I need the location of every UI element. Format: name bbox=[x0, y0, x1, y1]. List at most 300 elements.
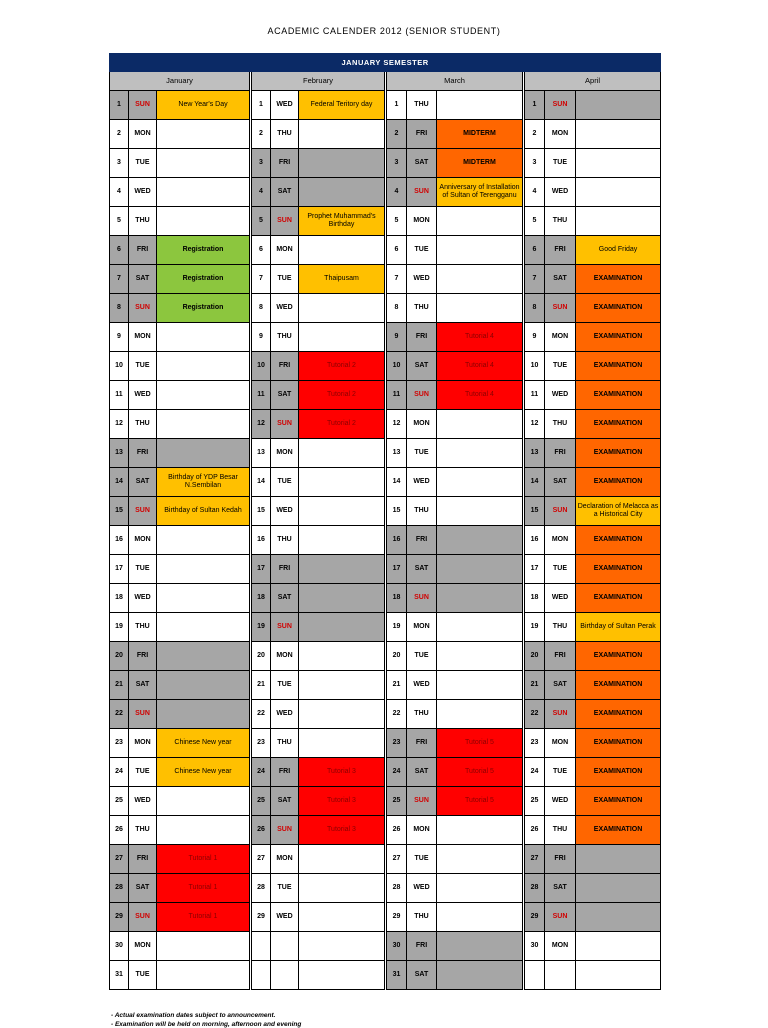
day-number: 19 bbox=[252, 613, 271, 642]
day-number: 17 bbox=[110, 555, 129, 584]
day-of-week: SUN bbox=[545, 91, 576, 120]
day-of-week: TUE bbox=[129, 758, 157, 787]
day-of-week: FRI bbox=[271, 149, 299, 178]
day-number: 26 bbox=[525, 816, 545, 845]
day-event bbox=[299, 294, 385, 323]
day-row bbox=[110, 265, 661, 294]
day-event: Tutorial 4 bbox=[437, 352, 523, 381]
day-of-week: SUN bbox=[271, 410, 299, 439]
day-number: 24 bbox=[387, 758, 407, 787]
day-number: 18 bbox=[387, 584, 407, 613]
day-event bbox=[437, 700, 523, 729]
day-number: 16 bbox=[387, 526, 407, 555]
day-event bbox=[437, 91, 523, 120]
month-name-march: March bbox=[387, 72, 523, 91]
day-row bbox=[110, 91, 661, 120]
day-of-week: SUN bbox=[271, 613, 299, 642]
day-event bbox=[157, 207, 250, 236]
day-of-week: SAT bbox=[129, 874, 157, 903]
day-event bbox=[437, 555, 523, 584]
day-of-week: WED bbox=[129, 787, 157, 816]
day-event bbox=[299, 584, 385, 613]
day-of-week: WED bbox=[545, 584, 576, 613]
day-event: EXAMINATION bbox=[576, 758, 661, 787]
day-of-week: THU bbox=[407, 497, 437, 526]
day-number: 17 bbox=[525, 555, 545, 584]
day-event: EXAMINATION bbox=[576, 323, 661, 352]
day-number: 3 bbox=[252, 149, 271, 178]
day-number: 12 bbox=[525, 410, 545, 439]
day-of-week: SAT bbox=[271, 381, 299, 410]
day-row bbox=[110, 236, 661, 265]
day-number: 28 bbox=[252, 874, 271, 903]
day-row bbox=[110, 758, 661, 787]
day-event bbox=[437, 671, 523, 700]
day-of-week: FRI bbox=[271, 352, 299, 381]
day-number: 23 bbox=[387, 729, 407, 758]
day-event: Tutorial 5 bbox=[437, 758, 523, 787]
day-number: 28 bbox=[525, 874, 545, 903]
day-event: EXAMINATION bbox=[576, 294, 661, 323]
day-number: 27 bbox=[387, 845, 407, 874]
day-number: 13 bbox=[110, 439, 129, 468]
day-of-week: SUN bbox=[407, 787, 437, 816]
day-of-week: MON bbox=[129, 526, 157, 555]
day-event: Good Friday bbox=[576, 236, 661, 265]
day-number: 17 bbox=[252, 555, 271, 584]
day-event: Tutorial 1 bbox=[157, 903, 250, 932]
day-of-week: MON bbox=[545, 526, 576, 555]
day-number: 1 bbox=[525, 91, 545, 120]
day-event bbox=[437, 584, 523, 613]
day-of-week: FRI bbox=[407, 120, 437, 149]
day-of-week: WED bbox=[407, 265, 437, 294]
day-of-week: MON bbox=[407, 410, 437, 439]
day-event bbox=[157, 932, 250, 961]
day-number: 24 bbox=[252, 758, 271, 787]
day-of-week: MON bbox=[407, 816, 437, 845]
day-of-week: MON bbox=[545, 120, 576, 149]
day-number: 19 bbox=[525, 613, 545, 642]
day-of-week: SAT bbox=[407, 961, 437, 990]
day-number: 27 bbox=[252, 845, 271, 874]
day-of-week: TUE bbox=[407, 236, 437, 265]
day-row bbox=[110, 497, 661, 526]
day-event bbox=[157, 410, 250, 439]
day-of-week bbox=[271, 961, 299, 990]
day-number: 16 bbox=[525, 526, 545, 555]
day-event: MIDTERM bbox=[437, 149, 523, 178]
page-title: ACADEMIC CALENDER 2012 (SENIOR STUDENT) bbox=[267, 26, 501, 36]
day-event bbox=[157, 584, 250, 613]
day-of-week: SAT bbox=[407, 758, 437, 787]
day-number: 15 bbox=[525, 497, 545, 526]
day-of-week: SAT bbox=[129, 265, 157, 294]
day-of-week: THU bbox=[407, 903, 437, 932]
day-event bbox=[157, 439, 250, 468]
day-of-week: SAT bbox=[545, 468, 576, 497]
day-number: 12 bbox=[387, 410, 407, 439]
day-of-week: FRI bbox=[407, 932, 437, 961]
day-of-week: MON bbox=[129, 932, 157, 961]
day-event bbox=[576, 961, 661, 990]
day-of-week: TUE bbox=[407, 642, 437, 671]
day-number: 13 bbox=[387, 439, 407, 468]
day-event: Tutorial 3 bbox=[299, 758, 385, 787]
day-of-week: SUN bbox=[129, 294, 157, 323]
day-row bbox=[110, 207, 661, 236]
day-event: Tutorial 4 bbox=[437, 323, 523, 352]
day-event bbox=[576, 207, 661, 236]
day-of-week: MON bbox=[271, 845, 299, 874]
note-exam-sessions: - Examination will be held on morning, afternoon and evening bbox=[111, 1021, 302, 1028]
day-of-week: SAT bbox=[407, 555, 437, 584]
day-event: Chinese New year bbox=[157, 729, 250, 758]
day-event: Declaration of Melacca as a Historical City bbox=[576, 497, 661, 526]
day-event bbox=[437, 903, 523, 932]
day-of-week: THU bbox=[407, 700, 437, 729]
day-event bbox=[157, 178, 250, 207]
day-event bbox=[576, 91, 661, 120]
day-of-week: TUE bbox=[129, 352, 157, 381]
day-number: 19 bbox=[110, 613, 129, 642]
day-number: 11 bbox=[252, 381, 271, 410]
day-event: EXAMINATION bbox=[576, 671, 661, 700]
day-number: 28 bbox=[387, 874, 407, 903]
day-of-week: THU bbox=[545, 410, 576, 439]
day-number: 9 bbox=[525, 323, 545, 352]
day-event bbox=[437, 845, 523, 874]
day-event: Birthday of Sultan Perak bbox=[576, 613, 661, 642]
day-number: 27 bbox=[525, 845, 545, 874]
day-event: Anniversary of Installation of Sultan of Terengganu bbox=[437, 178, 523, 207]
day-number: 16 bbox=[110, 526, 129, 555]
day-row bbox=[110, 294, 661, 323]
day-event: Registration bbox=[157, 236, 250, 265]
day-number: 2 bbox=[525, 120, 545, 149]
day-of-week: SUN bbox=[129, 497, 157, 526]
day-of-week: TUE bbox=[129, 149, 157, 178]
day-number: 15 bbox=[110, 497, 129, 526]
day-number: 4 bbox=[252, 178, 271, 207]
day-of-week: SAT bbox=[271, 787, 299, 816]
day-of-week: MON bbox=[271, 439, 299, 468]
day-number: 25 bbox=[252, 787, 271, 816]
day-of-week: THU bbox=[271, 323, 299, 352]
day-event: EXAMINATION bbox=[576, 555, 661, 584]
day-row bbox=[110, 120, 661, 149]
day-of-week: THU bbox=[129, 613, 157, 642]
day-number: 14 bbox=[387, 468, 407, 497]
day-number: 12 bbox=[252, 410, 271, 439]
day-event: EXAMINATION bbox=[576, 816, 661, 845]
day-number: 29 bbox=[387, 903, 407, 932]
day-of-week: SUN bbox=[545, 700, 576, 729]
day-number: 21 bbox=[525, 671, 545, 700]
day-of-week: SAT bbox=[129, 468, 157, 497]
day-number: 17 bbox=[387, 555, 407, 584]
day-of-week: THU bbox=[129, 410, 157, 439]
day-of-week: SUN bbox=[129, 91, 157, 120]
day-of-week: THU bbox=[271, 526, 299, 555]
day-of-week: SUN bbox=[545, 903, 576, 932]
day-of-week: SUN bbox=[407, 584, 437, 613]
day-of-week: TUE bbox=[545, 555, 576, 584]
day-number: 20 bbox=[252, 642, 271, 671]
day-event bbox=[576, 845, 661, 874]
day-of-week: WED bbox=[271, 497, 299, 526]
day-of-week: TUE bbox=[271, 265, 299, 294]
day-number: 18 bbox=[252, 584, 271, 613]
day-event bbox=[576, 149, 661, 178]
day-number: 13 bbox=[525, 439, 545, 468]
day-number: 2 bbox=[252, 120, 271, 149]
day-event: EXAMINATION bbox=[576, 439, 661, 468]
day-number: 1 bbox=[110, 91, 129, 120]
day-number: 12 bbox=[110, 410, 129, 439]
day-of-week: FRI bbox=[407, 323, 437, 352]
day-event: Prophet Muhammad's Birthday bbox=[299, 207, 385, 236]
day-row bbox=[110, 961, 661, 990]
day-event: Tutorial 5 bbox=[437, 729, 523, 758]
day-event: Chinese New year bbox=[157, 758, 250, 787]
day-of-week: WED bbox=[545, 178, 576, 207]
day-of-week: WED bbox=[545, 787, 576, 816]
day-of-week: WED bbox=[271, 294, 299, 323]
day-number bbox=[252, 961, 271, 990]
day-event bbox=[576, 178, 661, 207]
day-row bbox=[110, 874, 661, 903]
day-of-week: MON bbox=[545, 729, 576, 758]
day-of-week: FRI bbox=[129, 845, 157, 874]
day-number: 5 bbox=[525, 207, 545, 236]
day-event bbox=[157, 787, 250, 816]
day-of-week: FRI bbox=[129, 439, 157, 468]
day-of-week: WED bbox=[545, 381, 576, 410]
day-row bbox=[110, 410, 661, 439]
day-number: 14 bbox=[252, 468, 271, 497]
day-row bbox=[110, 816, 661, 845]
day-number: 21 bbox=[252, 671, 271, 700]
day-number: 10 bbox=[252, 352, 271, 381]
day-event: Tutorial 2 bbox=[299, 381, 385, 410]
month-header-row bbox=[110, 72, 661, 91]
day-of-week: THU bbox=[271, 120, 299, 149]
day-event bbox=[299, 932, 385, 961]
day-number: 30 bbox=[525, 932, 545, 961]
day-number: 4 bbox=[387, 178, 407, 207]
day-number: 7 bbox=[252, 265, 271, 294]
day-event: EXAMINATION bbox=[576, 381, 661, 410]
day-of-week: THU bbox=[545, 816, 576, 845]
day-row bbox=[110, 642, 661, 671]
day-event bbox=[437, 816, 523, 845]
month-name-february: February bbox=[252, 72, 385, 91]
day-of-week: WED bbox=[407, 874, 437, 903]
day-event bbox=[157, 323, 250, 352]
day-event: Tutorial 5 bbox=[437, 787, 523, 816]
day-number: 8 bbox=[387, 294, 407, 323]
day-of-week: TUE bbox=[271, 874, 299, 903]
day-of-week: TUE bbox=[129, 961, 157, 990]
day-number: 6 bbox=[252, 236, 271, 265]
day-number: 16 bbox=[252, 526, 271, 555]
day-of-week: THU bbox=[407, 91, 437, 120]
day-event bbox=[299, 236, 385, 265]
day-row bbox=[110, 555, 661, 584]
day-number: 7 bbox=[525, 265, 545, 294]
day-of-week: MON bbox=[407, 613, 437, 642]
day-event bbox=[157, 961, 250, 990]
day-number: 3 bbox=[387, 149, 407, 178]
day-number: 18 bbox=[525, 584, 545, 613]
day-of-week: THU bbox=[545, 613, 576, 642]
day-event bbox=[437, 526, 523, 555]
day-number: 8 bbox=[252, 294, 271, 323]
day-event bbox=[299, 729, 385, 758]
day-number: 20 bbox=[387, 642, 407, 671]
day-of-week: WED bbox=[271, 91, 299, 120]
day-row bbox=[110, 729, 661, 758]
day-row bbox=[110, 584, 661, 613]
day-of-week: TUE bbox=[129, 555, 157, 584]
day-event bbox=[299, 700, 385, 729]
day-number: 2 bbox=[387, 120, 407, 149]
day-of-week: TUE bbox=[545, 352, 576, 381]
day-of-week: SAT bbox=[129, 671, 157, 700]
month-name-april: April bbox=[525, 72, 661, 91]
day-of-week: THU bbox=[129, 207, 157, 236]
day-row bbox=[110, 787, 661, 816]
day-number: 24 bbox=[525, 758, 545, 787]
month-name-january: January bbox=[110, 72, 250, 91]
day-of-week: WED bbox=[129, 381, 157, 410]
day-event bbox=[437, 613, 523, 642]
day-event bbox=[157, 149, 250, 178]
day-number: 26 bbox=[252, 816, 271, 845]
day-of-week: THU bbox=[545, 207, 576, 236]
day-of-week: MON bbox=[129, 120, 157, 149]
day-event bbox=[437, 265, 523, 294]
day-of-week: MON bbox=[129, 729, 157, 758]
day-number: 20 bbox=[525, 642, 545, 671]
day-row bbox=[110, 352, 661, 381]
day-event bbox=[299, 845, 385, 874]
day-of-week: FRI bbox=[545, 642, 576, 671]
day-event bbox=[157, 526, 250, 555]
day-event bbox=[157, 120, 250, 149]
day-event: Federal Teritory day bbox=[299, 91, 385, 120]
day-row bbox=[110, 381, 661, 410]
day-number: 5 bbox=[110, 207, 129, 236]
day-number: 4 bbox=[110, 178, 129, 207]
day-event bbox=[299, 468, 385, 497]
day-number: 6 bbox=[110, 236, 129, 265]
day-event bbox=[437, 236, 523, 265]
day-of-week: WED bbox=[271, 700, 299, 729]
day-row bbox=[110, 671, 661, 700]
day-number: 25 bbox=[525, 787, 545, 816]
day-event bbox=[437, 410, 523, 439]
day-event bbox=[157, 352, 250, 381]
day-row bbox=[110, 700, 661, 729]
day-event bbox=[299, 149, 385, 178]
day-of-week: MON bbox=[407, 207, 437, 236]
day-number: 25 bbox=[110, 787, 129, 816]
day-row bbox=[110, 178, 661, 207]
day-number: 23 bbox=[525, 729, 545, 758]
day-of-week: TUE bbox=[407, 845, 437, 874]
day-event: Tutorial 3 bbox=[299, 787, 385, 816]
day-row bbox=[110, 526, 661, 555]
day-number: 13 bbox=[252, 439, 271, 468]
day-event bbox=[437, 207, 523, 236]
day-event bbox=[576, 932, 661, 961]
day-of-week bbox=[271, 932, 299, 961]
day-event: EXAMINATION bbox=[576, 642, 661, 671]
day-number: 23 bbox=[110, 729, 129, 758]
day-event bbox=[437, 439, 523, 468]
day-row bbox=[110, 149, 661, 178]
day-event: EXAMINATION bbox=[576, 787, 661, 816]
day-number: 22 bbox=[252, 700, 271, 729]
day-number: 27 bbox=[110, 845, 129, 874]
day-of-week: WED bbox=[129, 584, 157, 613]
day-number: 1 bbox=[252, 91, 271, 120]
day-of-week: MON bbox=[545, 932, 576, 961]
day-number: 28 bbox=[110, 874, 129, 903]
day-event: Tutorial 4 bbox=[437, 381, 523, 410]
day-of-week: MON bbox=[545, 323, 576, 352]
day-number: 2 bbox=[110, 120, 129, 149]
day-number bbox=[252, 932, 271, 961]
day-event bbox=[299, 961, 385, 990]
day-number: 10 bbox=[110, 352, 129, 381]
day-event: Thaipusam bbox=[299, 265, 385, 294]
day-number: 11 bbox=[525, 381, 545, 410]
day-number: 20 bbox=[110, 642, 129, 671]
day-number: 29 bbox=[110, 903, 129, 932]
day-number: 6 bbox=[525, 236, 545, 265]
day-of-week: TUE bbox=[271, 671, 299, 700]
day-number: 31 bbox=[110, 961, 129, 990]
day-event bbox=[576, 874, 661, 903]
day-number: 7 bbox=[110, 265, 129, 294]
day-number: 10 bbox=[387, 352, 407, 381]
day-event: EXAMINATION bbox=[576, 410, 661, 439]
day-number: 18 bbox=[110, 584, 129, 613]
day-event bbox=[299, 497, 385, 526]
day-row bbox=[110, 439, 661, 468]
day-event bbox=[437, 497, 523, 526]
day-of-week: FRI bbox=[545, 439, 576, 468]
day-of-week: SUN bbox=[271, 207, 299, 236]
day-number: 23 bbox=[252, 729, 271, 758]
day-event bbox=[437, 932, 523, 961]
day-event: EXAMINATION bbox=[576, 468, 661, 497]
day-number: 14 bbox=[525, 468, 545, 497]
day-number: 14 bbox=[110, 468, 129, 497]
day-row bbox=[110, 903, 661, 932]
day-number: 9 bbox=[252, 323, 271, 352]
day-of-week: MON bbox=[129, 323, 157, 352]
day-of-week: SUN bbox=[545, 294, 576, 323]
day-of-week: TUE bbox=[271, 468, 299, 497]
day-row bbox=[110, 932, 661, 961]
day-number: 25 bbox=[387, 787, 407, 816]
day-event: Tutorial 2 bbox=[299, 352, 385, 381]
day-event bbox=[299, 439, 385, 468]
